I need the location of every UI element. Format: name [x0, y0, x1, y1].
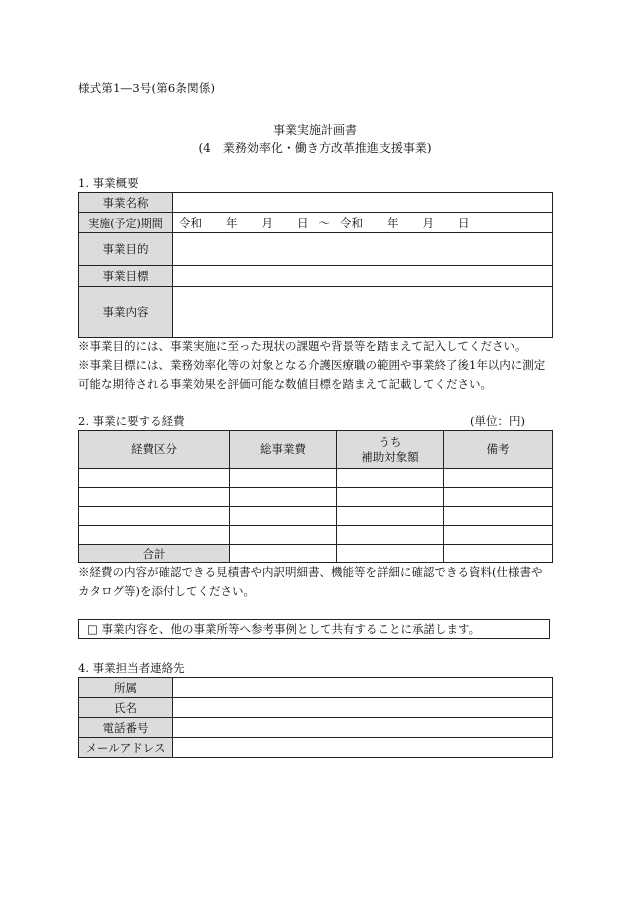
cell[interactable]: [337, 526, 444, 545]
unit-label: (単位：円): [470, 414, 525, 428]
header-subsidy-line1: うち: [378, 434, 402, 449]
label-email: メールアドレス: [79, 738, 173, 758]
document-subtitle: (4 業務効率化・働き方改革推進支援事業): [198, 141, 432, 155]
cell[interactable]: [337, 488, 444, 507]
header-total: 総事業費: [230, 431, 337, 469]
section1-notes: [78, 337, 545, 394]
period-field[interactable]: [173, 213, 553, 233]
total-label: 合計: [79, 545, 230, 563]
phone-field[interactable]: [173, 718, 553, 738]
cell[interactable]: [337, 469, 444, 488]
header-subsidy-line2: 補助対象額: [361, 449, 419, 464]
cell[interactable]: [79, 526, 230, 545]
consent-text: 事業内容を、他の事業所等へ参考事例として共有することに承諾します。: [101, 622, 481, 636]
label-period: 実施(予定)期間: [79, 213, 173, 233]
header-remarks: 備考: [444, 431, 553, 469]
cell[interactable]: [79, 469, 230, 488]
period-era-end: 令和: [340, 215, 363, 230]
content-field[interactable]: [173, 287, 553, 338]
label-affiliation: 所属: [79, 678, 173, 698]
label-content: 事業内容: [79, 287, 173, 338]
note-line: ※事業目的には、事業実施に至った現状の課題や背景等を踏まえて記入してください。: [78, 339, 527, 353]
project-overview-table: [78, 192, 553, 338]
note-line: ※経費の内容が確認できる見積書や内訳明細書、機能等を詳細に確認できる資料(仕様書や: [78, 565, 543, 579]
cell[interactable]: [230, 488, 337, 507]
header-category: 経費区分: [79, 431, 230, 469]
cell[interactable]: [79, 488, 230, 507]
form-number: 様式第1―3号(第6条関係): [78, 81, 216, 95]
period-era-start: 令和: [179, 215, 202, 230]
affiliation-field[interactable]: [173, 678, 553, 698]
consent-box[interactable]: [78, 619, 550, 639]
table-row: [79, 507, 553, 526]
period-day-end: 日: [458, 215, 470, 230]
total-remarks-cell[interactable]: [444, 545, 553, 563]
label-purpose: 事業目的: [79, 233, 173, 266]
period-tilde: ～: [318, 215, 330, 230]
purpose-field[interactable]: [173, 233, 553, 266]
note-line: 可能な期待される事業効果を評価可能な数値目標を踏まえて記載してください。: [78, 377, 492, 391]
section2-heading: 2. 事業に要する経費: [78, 414, 185, 428]
contact-table: [78, 677, 553, 758]
name-field[interactable]: [173, 698, 553, 718]
cell[interactable]: [444, 526, 553, 545]
total-amount-cell[interactable]: [230, 545, 337, 563]
table-row: [79, 526, 553, 545]
note-line: ※事業目標には、業務効率化等の対象となる介護医療職の範囲や事業終了後1年以内に測定: [78, 358, 546, 372]
period-year-start: 年: [226, 215, 238, 230]
total-subsidy-cell[interactable]: [337, 545, 444, 563]
checkbox-icon[interactable]: □: [87, 622, 98, 636]
label-phone: 電話番号: [79, 718, 173, 738]
label-goal: 事業目標: [79, 266, 173, 287]
section2-notes: [78, 563, 542, 601]
section1-heading: 1. 事業概要: [78, 176, 139, 190]
label-name: 氏名: [79, 698, 173, 718]
cell[interactable]: [230, 507, 337, 526]
project-name-field[interactable]: [173, 193, 553, 213]
section4-heading: 4. 事業担当者連絡先: [78, 661, 185, 675]
period-month-start: 月: [261, 215, 273, 230]
email-field[interactable]: [173, 738, 553, 758]
note-line: カタログ等)を添付してください。: [78, 584, 255, 598]
goal-field[interactable]: [173, 266, 553, 287]
total-row: [79, 545, 553, 563]
table-row: [79, 469, 553, 488]
period-month-end: 月: [422, 215, 434, 230]
cell[interactable]: [444, 469, 553, 488]
cell[interactable]: [337, 507, 444, 526]
header-subsidy: [337, 431, 444, 469]
period-year-end: 年: [387, 215, 399, 230]
cell[interactable]: [230, 469, 337, 488]
cell[interactable]: [444, 488, 553, 507]
cell[interactable]: [79, 507, 230, 526]
cell[interactable]: [230, 526, 337, 545]
expense-table: [78, 430, 553, 563]
cell[interactable]: [444, 507, 553, 526]
document-title: 事業実施計画書: [272, 123, 357, 137]
label-project-name: 事業名称: [79, 193, 173, 213]
period-day-start: 日: [297, 215, 309, 230]
table-row: [79, 488, 553, 507]
